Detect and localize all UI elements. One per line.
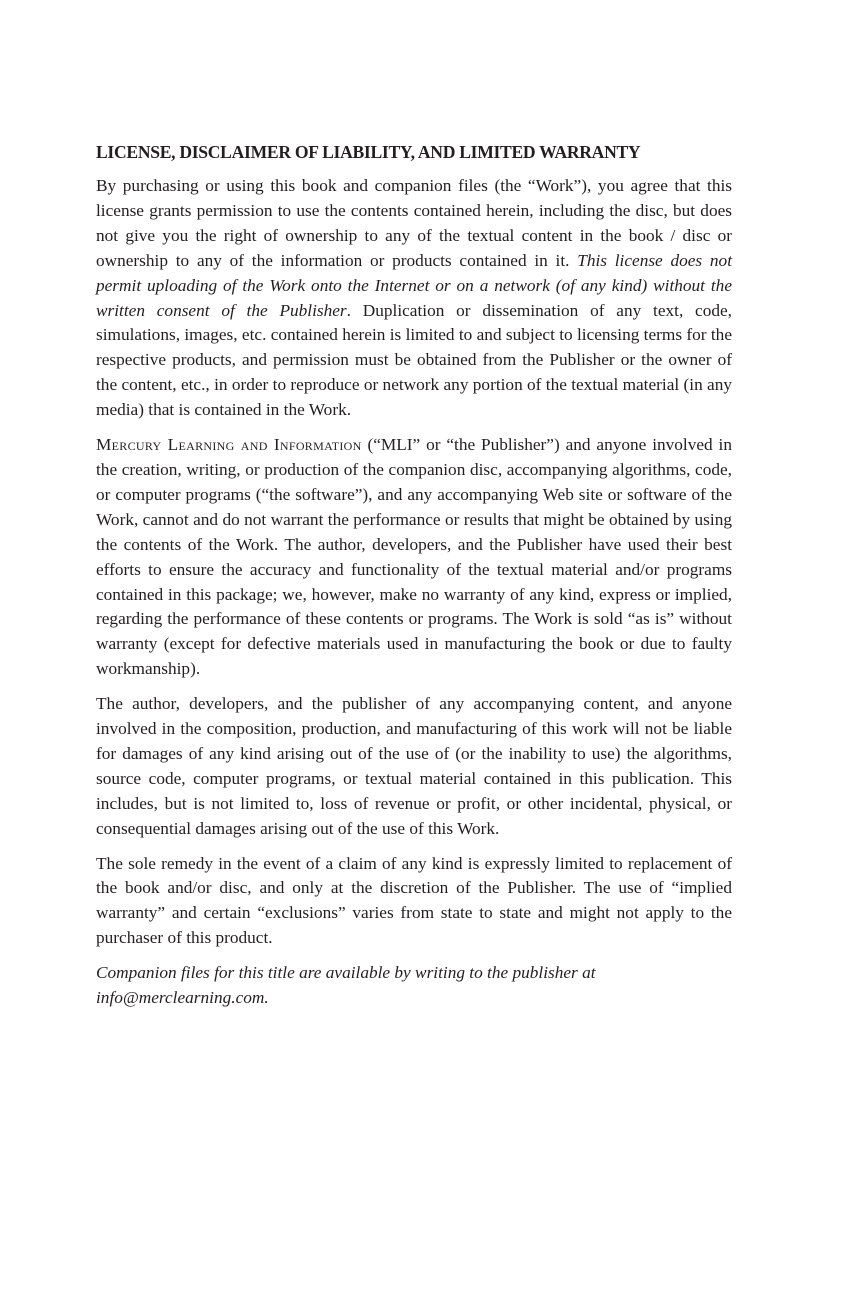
publisher-name: Mercury Learning and Information <box>96 435 362 455</box>
license-page <box>96 140 732 1011</box>
license-paragraph <box>96 174 732 423</box>
disclaimer-paragraph <box>96 433 732 682</box>
liability-paragraph: The author, developers, and the publisher of any accompanying content, and anyone involved in the composition, production, and manufacturing of this work will not be liable for damages of any kind arising out of the use of (or the inability to use) the algorithms, source code, computer programs, or textual material contained in this publication. This includes, but is not limited to, loss of revenue or profit, or other incidental, physical, or consequential damages arising out of the use of this Work. <box>96 694 732 838</box>
page-title: LICENSE, DISCLAIMER OF LIABILITY, AND LIMITED WARRANTY <box>96 142 641 162</box>
companion-files-note: Companion files for this title are available by writing to the publisher at info@merclearning.com. <box>96 963 596 1008</box>
license-text-continued: . Duplication or dissemination of any text, code, simulations, images, etc. contained herein is limited to and subject to licensing terms for the respective products, and permission must be obtained from the Publisher or the owner of the content, etc., in order to reproduce or network any portion of the textual material (in any media) that is contained in the Work. <box>96 300 732 420</box>
remedy-paragraph: The sole remedy in the event of a claim of any kind is expressly limited to replacement of the book and/or disc, and only at the discretion of the Publisher. The use of “implied warranty” and certain “exclusions” varies from state to state and might not apply to the purchaser of this product. <box>96 853 732 948</box>
license-text: By purchasing or using this book and companion files (the “Work”), you agree that this license grants permission to use the contents contained herein, including the disc, but does not give you the right of ownership to any of the textual content in the book / disc or ownership to any of the information or products contained in it. <box>96 176 732 270</box>
disclaimer-text: (“MLI” or “the Publisher”) and anyone involved in the creation, writing, or production of the companion disc, accompanying algorithms, code, or computer programs (“the software”), and any accompanying Web site or software of the Work, cannot and do not warrant the performance or results that might be obtained by using the contents of the Work. The author, developers, and the Publisher have used their best efforts to ensure the accuracy and functionality of the textual material and/or programs contained in this package; we, however, make no warranty of any kind, express or implied, regarding the performance of these contents or programs. The Work is sold “as is” without warranty (except for defective materials used in manufacturing the book or due to faulty workmanship). <box>96 435 732 679</box>
upload-restriction-text: This license does not permit uploading of the Work onto the Internet or on a network (of any kind) without the written consent of the Publisher <box>96 250 732 320</box>
